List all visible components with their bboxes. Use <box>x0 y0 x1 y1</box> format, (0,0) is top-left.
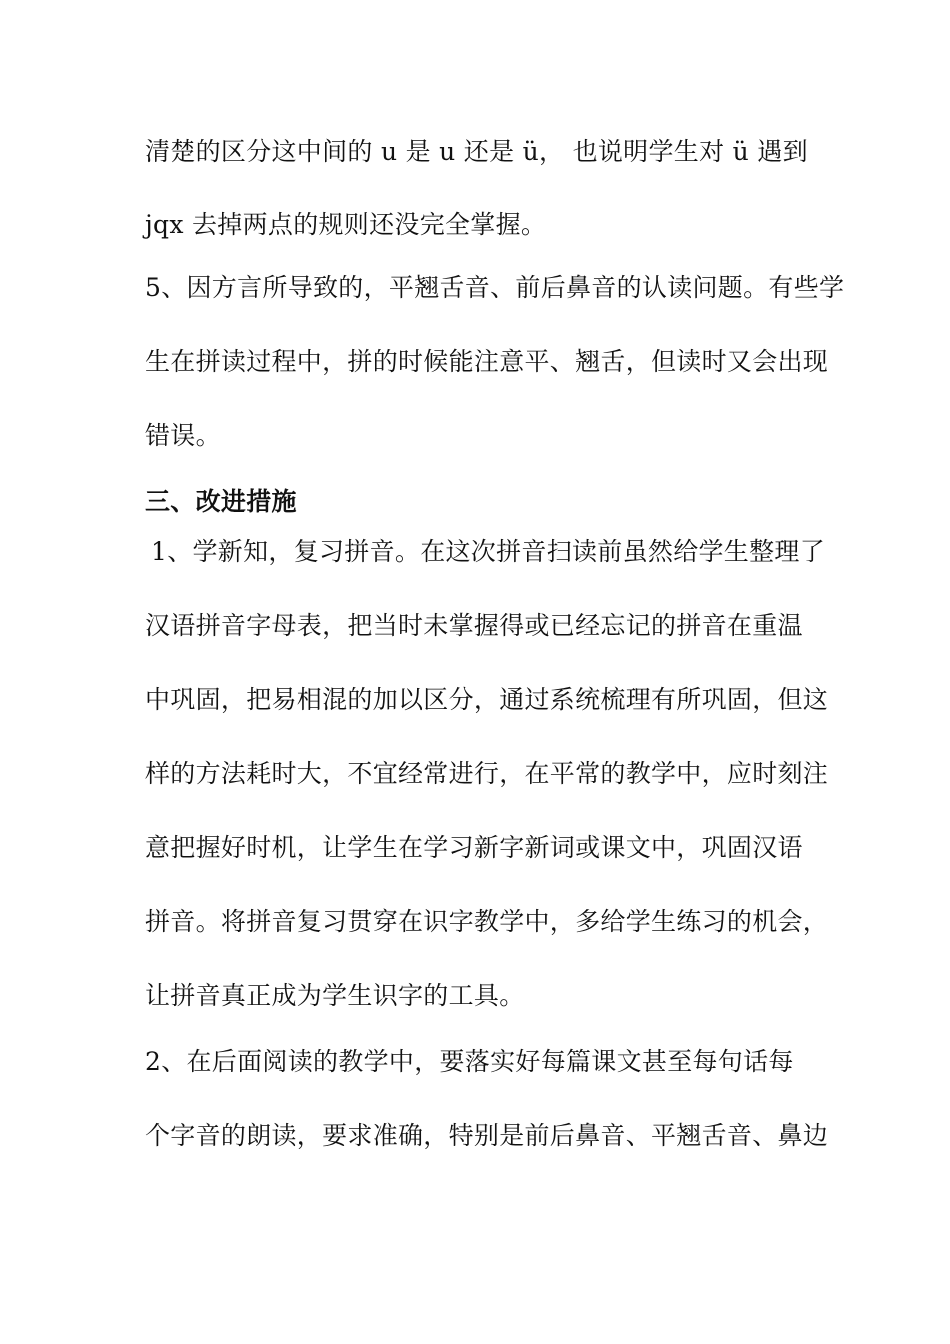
text-line-2: jqx 去掉两点的规则还没完全掌握。 <box>145 210 547 239</box>
text-line-9: 中巩固，把易相混的加以区分，通过系统梳理有所巩固，但这 <box>145 685 829 714</box>
text-line-10: 样的方法耗时大，不宜经常进行，在平常的教学中，应时刻注 <box>145 759 829 788</box>
section-heading: 三、改进措施 <box>145 487 297 516</box>
text-line-1: 清楚的区分这中间的 u 是 u 还是 ü， 也说明学生对 ü 遇到 <box>145 137 808 166</box>
text-line-11: 意把握好时机，让学生在学习新字新词或课文中，巩固汉语 <box>145 833 803 862</box>
text-line-7: 1、学新知，复习拼音。在这次拼音扫读前虽然给学生整理了 <box>151 537 826 566</box>
text-line-5: 错误。 <box>145 421 221 450</box>
text-line-3: 5、因方言所导致的，平翘舌音、前后鼻音的认读问题。有些学 <box>145 273 845 302</box>
text-line-4: 生在拼读过程中，拼的时候能注意平、翘舌，但读时又会出现 <box>145 347 829 376</box>
text-line-13: 让拼音真正成为学生识字的工具。 <box>145 981 525 1010</box>
text-line-14: 2、在后面阅读的教学中，要落实好每篇课文甚至每句话每 <box>145 1047 794 1076</box>
text-line-12: 拼音。将拼音复习贯穿在识字教学中，多给学生练习的机会， <box>145 907 829 936</box>
text-line-8: 汉语拼音字母表，把当时未掌握得或已经忘记的拼音在重温 <box>145 611 803 640</box>
text-line-15: 个字音的朗读，要求准确，特别是前后鼻音、平翘舌音、鼻边 <box>145 1121 829 1150</box>
